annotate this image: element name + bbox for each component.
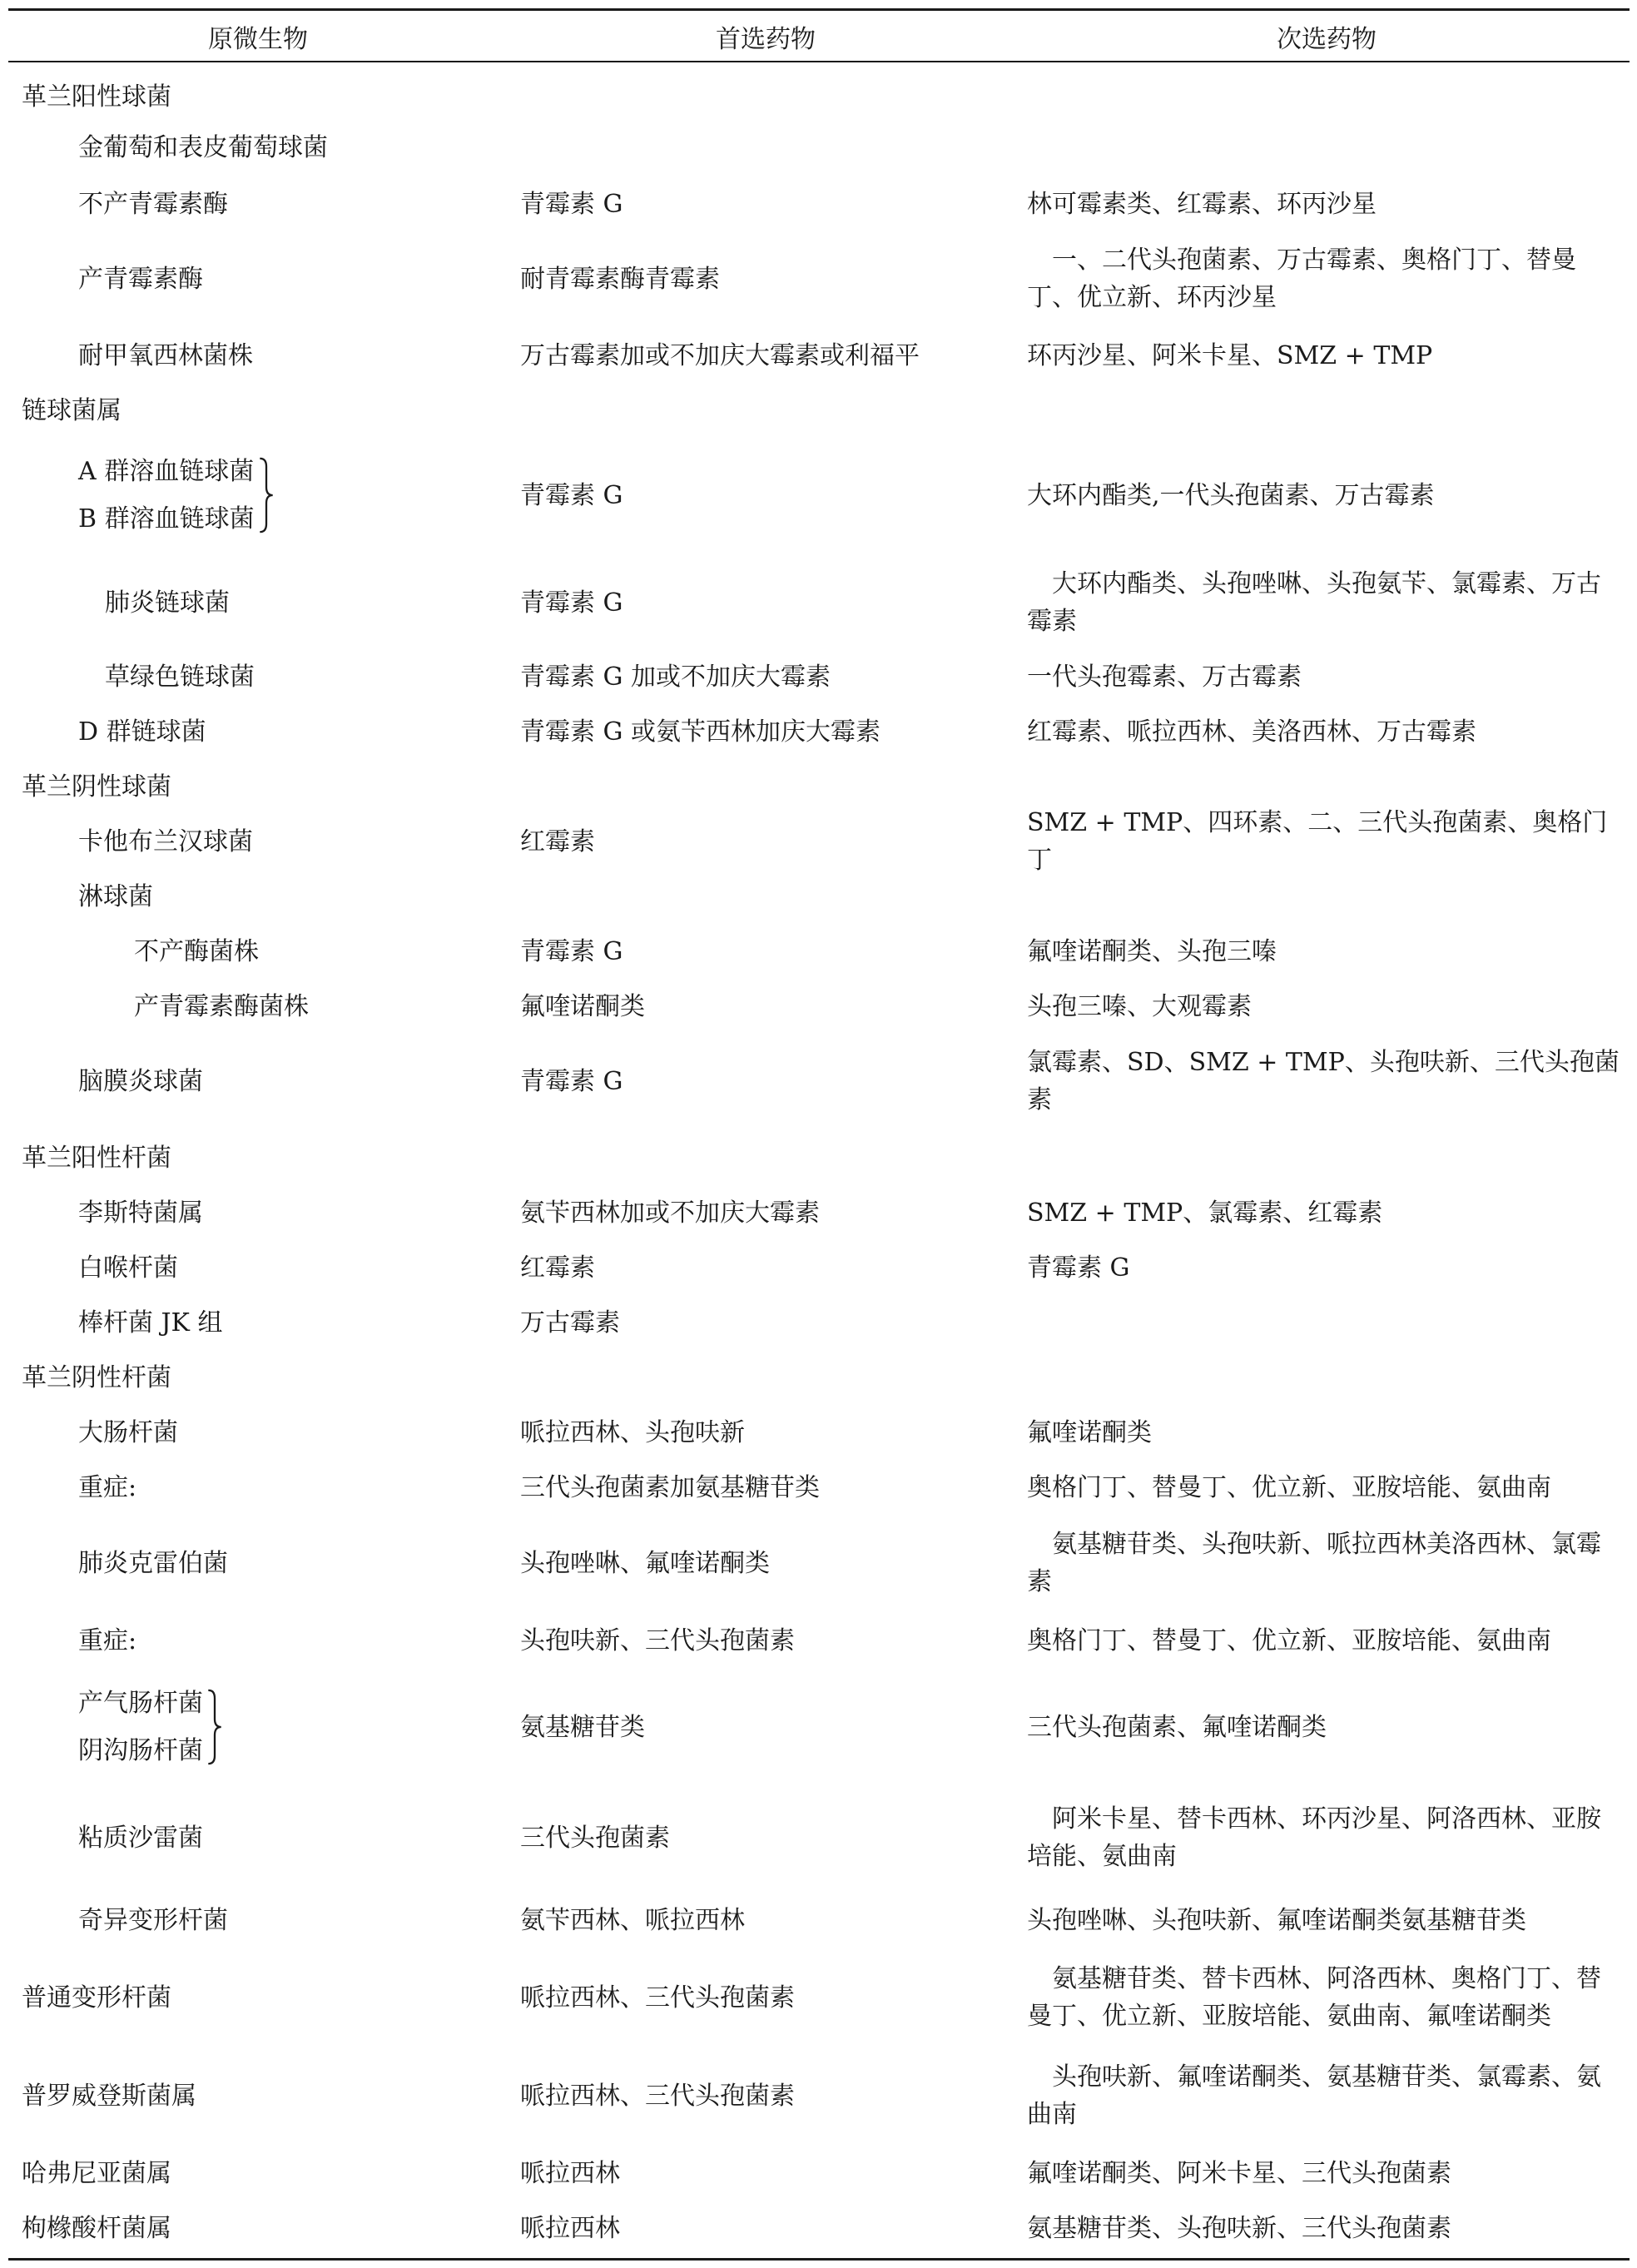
table-row [8,1242,1630,1293]
first-choice-cell: 青霉素 G [520,480,623,510]
microbe-cell: 奇异变形杆菌 [78,1905,228,1935]
microbe-cell: 耐甲氧西林菌株 [78,340,253,370]
first-choice-cell: 青霉素 G 加或不加庆大霉素 [520,662,831,692]
microbe-cell: 大肠杆菌 [78,1417,178,1447]
table-row [8,1516,1630,1610]
first-choice-cell: 哌拉西林 [520,2158,620,2188]
top-rule [8,8,1630,11]
first-choice-cell: 红霉素 [520,826,595,856]
second-choice-cell: 大环内酯类,一代头孢菌素、万古霉素 [1027,480,1435,510]
table-row [8,1791,1630,1884]
microbe-cell: 枸橼酸杆菌属 [22,2213,171,2243]
second-choice-cell: 一、二代头孢菌素、万古霉素、奥格门丁、替曼丁、优立新、环丙沙星 [1027,246,1576,312]
microbe-cell: 金葡萄和表皮葡萄球菌 [78,132,328,162]
table-row [8,871,1630,922]
table-row [8,808,1630,875]
first-choice-cell: 三代头孢菌素加氨基糖苷类 [520,1472,820,1502]
first-choice-cell: 耐青霉素酶青霉素 [520,264,720,294]
second-choice-cell: 头孢呋新、氟喹诺酮类、氨基糖苷类、氯霉素、氨曲南 [1027,2062,1601,2129]
microbe-cell: 粘质沙雷菌 [78,1823,203,1853]
first-choice-cell: 头孢呋新、三代头孢菌素 [520,1625,795,1655]
second-choice-cell: 奥格门丁、替曼丁、优立新、亚胺培能、氨曲南 [1027,1472,1551,1502]
microbe-cell: 普罗威登斯菌属 [22,2081,196,2111]
table-row [8,178,1630,230]
first-choice-cell: 氟喹诺酮类 [520,991,645,1021]
table-row [8,72,1630,122]
microbe-cell: 重症: [78,1625,137,1655]
first-choice-cell: 青霉素 G [520,936,623,966]
second-choice-cell: SMZ + TMP、四环素、二、三代头孢菌素、奥格门丁 [1027,808,1608,875]
table-row [8,1187,1630,1238]
second-choice-cell: 头孢三嗪、大观霉素 [1027,991,1252,1021]
table-row [8,330,1630,381]
first-choice-cell: 红霉素 [520,1253,595,1283]
microbe-group-item: 阴沟肠杆菌 [78,1736,203,1765]
microbe-cell: 不产青霉素酶 [78,189,228,219]
table-row [8,926,1630,977]
microbe-cell: 链球菌属 [22,395,122,425]
second-choice-cell: 奥格门丁、替曼丁、优立新、亚胺培能、氨曲南 [1027,1625,1551,1655]
first-choice-cell: 万古霉素 [520,1308,620,1337]
table-row [8,556,1630,649]
microbe-cell [22,441,561,549]
first-choice-cell: 哌拉西林、三代头孢菌素 [520,1983,795,2012]
second-choice-cell: 阿米卡星、替卡西林、环丙沙星、阿洛西林、亚胺培能、氨曲南 [1027,1804,1601,1871]
first-choice-cell: 万古霉素加或不加庆大霉素或利福平 [520,340,920,370]
first-choice-cell: 头孢唑啉、氟喹诺酮类 [520,1548,770,1578]
table-row [8,1462,1630,1513]
microbe-cell: 李斯特菌属 [78,1198,203,1228]
second-choice-cell: 头孢唑啉、头孢呋新、氟喹诺酮类氨基糖苷类 [1027,1905,1526,1935]
table-row [8,1048,1630,1114]
microbe-cell: 棒杆菌 JK 组 [78,1308,223,1337]
table-row [8,1297,1630,1348]
right-brace-icon [258,455,275,535]
microbe-cell: 淋球菌 [78,881,153,911]
microbe-cell: 重症: [78,1472,137,1502]
second-choice-cell: SMZ + TMP、氯霉素、红霉素 [1027,1198,1383,1228]
second-choice-cell: 一代头孢霉素、万古霉素 [1027,662,1302,692]
right-brace-icon [206,1687,223,1767]
table-row [8,2147,1630,2199]
table-row [8,2049,1630,2142]
second-choice-cell: 氨基糖苷类、替卡西林、阿洛西林、奥格门丁、替曼丁、优立新、亚胺培能、氨曲南、氟喹诺酮类 [1027,1964,1601,2031]
second-choice-cell: 林可霉素类、红霉素、环丙沙星 [1027,189,1377,219]
second-choice-cell: 氯霉素、SD、SMZ + TMP、头孢呋新、三代头孢菌素 [1027,1048,1620,1114]
table-row [8,1132,1630,1184]
second-choice-cell: 大环内酯类、头孢唑啉、头孢氨苄、氯霉素、万古霉素 [1027,569,1601,636]
bottom-rule [8,2258,1630,2261]
second-choice-cell: 红霉素、哌拉西林、美洛西林、万古霉素 [1027,717,1476,747]
first-choice-cell: 氨苄西林、哌拉西林 [520,1905,745,1935]
first-choice-cell: 氨苄西林加或不加庆大霉素 [520,1198,820,1228]
microbe-cell: 草绿色链球菌 [105,662,255,692]
table-row [8,1673,1630,1781]
table-row [8,2202,1630,2254]
header-rule [8,61,1630,62]
first-choice-cell: 青霉素 G [520,588,623,618]
microbe-cell: 革兰阴性球菌 [22,772,171,801]
first-choice-cell: 青霉素 G [520,1066,623,1096]
microbe-cell: 革兰阳性杆菌 [22,1143,171,1173]
table-row [8,651,1630,702]
first-choice-cell: 哌拉西林、三代头孢菌素 [520,2081,795,2111]
microbe-cell: 普通变形杆菌 [22,1983,171,2012]
first-choice-cell: 青霉素 G [520,189,623,219]
second-choice-cell: 氟喹诺酮类 [1027,1417,1152,1447]
table-row [8,441,1630,549]
table-row [8,1894,1630,1946]
second-choice-cell: 三代头孢菌素、氟喹诺酮类 [1027,1712,1327,1742]
table-row [8,980,1630,1032]
table-row [8,233,1630,325]
first-choice-cell: 三代头孢菌素 [520,1823,670,1853]
microbe-group-item: 产气肠杆菌 [78,1689,203,1718]
header-microbe: 原微生物 [208,25,308,54]
header-first-choice: 首选药物 [716,25,816,54]
second-choice-cell: 环丙沙星、阿米卡星、SMZ + TMP [1027,340,1433,370]
microbe-group-item: B 群溶血链球菌 [78,504,255,534]
microbe-cell: 白喉杆菌 [78,1253,178,1283]
microbe-cell: 肺炎链球菌 [105,588,230,618]
microbe-cell: 产青霉素酶 [78,264,203,294]
table-row [8,122,1630,173]
second-choice-cell: 氨基糖苷类、头孢呋新、三代头孢菌素 [1027,2213,1451,2243]
microbe-cell: 革兰阴性杆菌 [22,1362,171,1392]
microbe-cell: 脑膜炎球菌 [78,1066,203,1096]
table-row [8,1352,1630,1403]
microbe-group-item: A 群溶血链球菌 [78,457,255,486]
microbe-cell: 革兰阳性球菌 [22,82,171,112]
table-row [8,1615,1630,1666]
second-choice-cell: 氨基糖苷类、头孢呋新、哌拉西林美洛西林、氯霉素 [1027,1530,1601,1596]
microbe-cell: 不产酶菌株 [134,936,259,966]
first-choice-cell: 哌拉西林、头孢呋新 [520,1417,745,1447]
table-row [8,1951,1630,2044]
microbe-cell: 产青霉素酶菌株 [134,991,309,1021]
microbe-cell: 卡他布兰汉球菌 [78,826,253,856]
table-row [8,1407,1630,1458]
microbe-cell: 肺炎克雷伯菌 [78,1548,228,1578]
second-choice-cell: 氟喹诺酮类、阿米卡星、三代头孢菌素 [1027,2158,1451,2188]
microbe-cell [22,1673,561,1781]
table-row [8,385,1630,436]
table-row [8,706,1630,757]
microbe-cell: 哈弗尼亚菌属 [22,2158,171,2188]
first-choice-cell: 青霉素 G 或氨苄西林加庆大霉素 [520,717,881,747]
second-choice-cell: 氟喹诺酮类、头孢三嗪 [1027,936,1277,966]
header-second-choice: 次选药物 [1277,25,1377,54]
second-choice-cell: 青霉素 G [1027,1253,1130,1283]
first-choice-cell: 哌拉西林 [520,2213,620,2243]
microbe-cell: D 群链球菌 [78,717,206,747]
first-choice-cell: 氨基糖苷类 [520,1712,645,1742]
